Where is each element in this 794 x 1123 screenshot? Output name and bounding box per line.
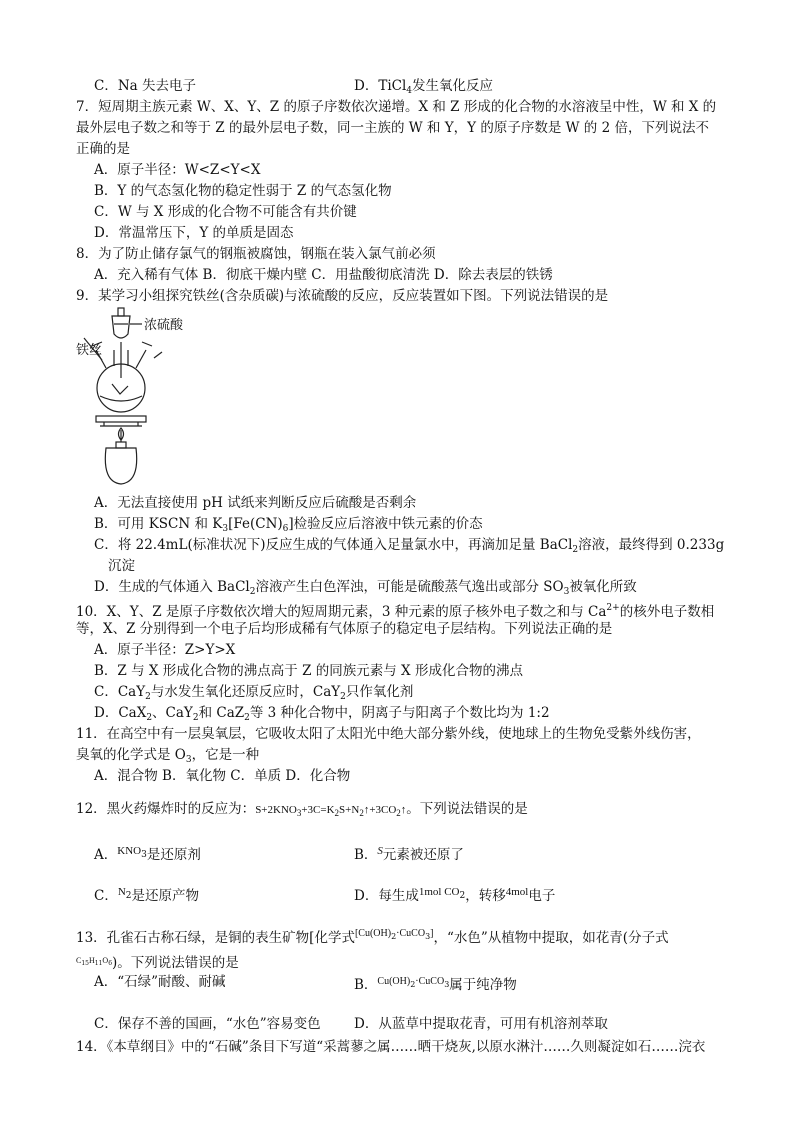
q9-stem: 9．某学习小组探究铁丝(含杂质碳)与浓硫酸的反应，反应装置如下图。下列说法错误的是 [76,288,609,304]
q11-stem-line2: 臭氧的化学式是 $O_3$，它是一种 [76,747,260,765]
q9-option-c-line1: C．将 22.4mL(标准状况下)反应生成的气体通入足量氯水中，再滴加足量 BaCl$_2$溶液，最终得到 0.233g [94,537,725,555]
alcohol-lamp [105,448,136,484]
q12-option-a: A．$^{KNO3}$是还原剂 [94,845,201,863]
lamp-cap [116,442,126,448]
q12-option-d: D．每生成$^{1mol CO2}$，转移$^{4mol}$电子 [354,886,556,904]
q13-option-d: D．从蓝草中提取花青，可用有机溶剂萃取 [354,1016,608,1032]
q10-option-b: B．Z 与 X 形成化合物的沸点高于 Z 的同族元素与 X 形成化合物的沸点 [94,663,523,679]
funnel-stopper [118,308,124,316]
q14-stem: 14．《本草纲目》中的“石碱”条目下写道“采蒿蓼之属……晒干烧灰,以原水淋汁……久则凝淀如石……浣衣 [76,1039,706,1055]
q9-option-b: B．可用 KSCN 和 $K_3[Fe(CN)_6]$检验反应后溶液中铁元素的价态 [94,516,483,534]
q9-option-a: A．无法直接使用 pH 试纸来判断反应后硫酸是否剩余 [94,495,417,511]
q8-stem: 8．为了防止储存氯气的钢瓶被腐蚀，钢瓶在装入氯气前必须 [76,246,436,262]
dropping-funnel [112,316,130,338]
q7-stem-line1: 7．短周期主族元素 W、X、Y、Z 的原子序数依次递增。X 和 Z 形成的化合物的水溶液呈中性，W 和 X 的 [76,99,717,115]
q7-option-d: D．常温常压下，Y 的单质是固态 [94,225,294,241]
side-tube [154,352,162,358]
q12-stem: 12．黑火药爆炸时的反应为：$S+2KNO_3+3C=K_2S+N_2↑+3CO_2↑$。下列说法错误的是 [76,801,528,818]
q7-stem-line2: 最外层电子数之和等于 Z 的最外层电子数，同一主族的 W 和 Y，Y 的原子序数是 W 的 2 倍，下列说法不 [76,120,709,136]
q12-option-c: C．$^{N2}$是还原产物 [94,886,200,904]
label-iron-wire: 铁丝 [76,343,103,358]
q7-option-a: A．原子半径：W<Z<Y<X [94,162,261,178]
q13-stem-line2: $^{C15H11O6}$)。下列说法错误的是 [76,955,239,971]
q10-option-a: A．原子半径：Z>Y>X [94,642,236,658]
q12-equation: $S+2KNO_3+3C=K_2S+N_2↑+3CO_2↑$ [255,804,407,818]
q13-option-c: C．保存不善的国画，“水色”容易变色 [94,1016,321,1032]
q13-option-a: A．“石绿”耐酸、耐碱 [94,974,226,990]
q6-option-d: D．TiCl$_4$发生氧化反应 [354,78,494,96]
q11-options: A．混合物 B．氧化物 C．单质 D．化合物 [94,768,351,784]
q13-stem-line1: 13．孔雀石古称石绿，是铜的表生矿物[化学式[Cu(OH)2·CuCO3]，“水色”从植物中提取，如花青(分子式 [76,928,669,946]
q7-option-c: C．W 与 X 形成的化合物不可能含有共价键 [94,204,357,220]
q8-options: A．充入稀有气体 B．彻底干燥内壁 C．用盐酸彻底清洗 D．除去表层的铁锈 [94,267,553,283]
label-conc-sulfuric-acid: 浓硫酸 [144,318,184,333]
q6-option-c: C．Na 失去电子 [94,78,196,94]
q7-stem-line3: 正确的是 [76,141,130,157]
iron-wire-in-flask [112,384,128,394]
asbestos-gauze [96,416,146,422]
q10-option-d: D．CaX$_2$、CaY$_2$和 CaZ$_2$等 3 种化合物中，阴离子与阳离子个数比均为 1:2 [94,705,550,723]
q10-option-c: C．CaY$_2$与水发生氧化还原反应时，CaY$_2$只作氧化剂 [94,684,414,702]
tripod-stand [100,422,142,426]
q9-option-c-line2: 沉淀 [108,558,135,574]
q10-stem-line2: 等，X、Z 分别得到一个电子后均形成稀有气体原子的稳定电子层结构。下列说法正确的是 [76,621,613,637]
q11-stem-line1: 11．在高空中有一层臭氧层，它吸收太阳了太阳光中绝大部分紫外线，使地球上的生物免受紫外线伤害， [76,726,701,742]
q7-option-b: B．Y 的气态氢化物的稳定性弱于 Z 的气态氢化物 [94,183,392,199]
q13-option-b: B．$^{Cu(OH)2\cdot CuCO3}$属于纯净物 [354,976,517,993]
flask-liquid-level [100,396,142,401]
flask-right-neck [136,350,146,368]
q10-stem-line1: 10．X、Y、Z 是原子序数依次增大的短周期元素，3 种元素的原子核外电子数之和与 $Ca^{2+}$的核外电子数相 [76,603,715,620]
q12-option-b: B．$^S$元素被还原了 [354,845,464,863]
q9-option-d: D．生成的气体通入 BaCl$_2$溶液产生白色浑浊，可能是硫酸蒸气逸出或部分 $SO_3$被氧化所致 [94,579,637,597]
apparatus-figure [72,302,272,488]
